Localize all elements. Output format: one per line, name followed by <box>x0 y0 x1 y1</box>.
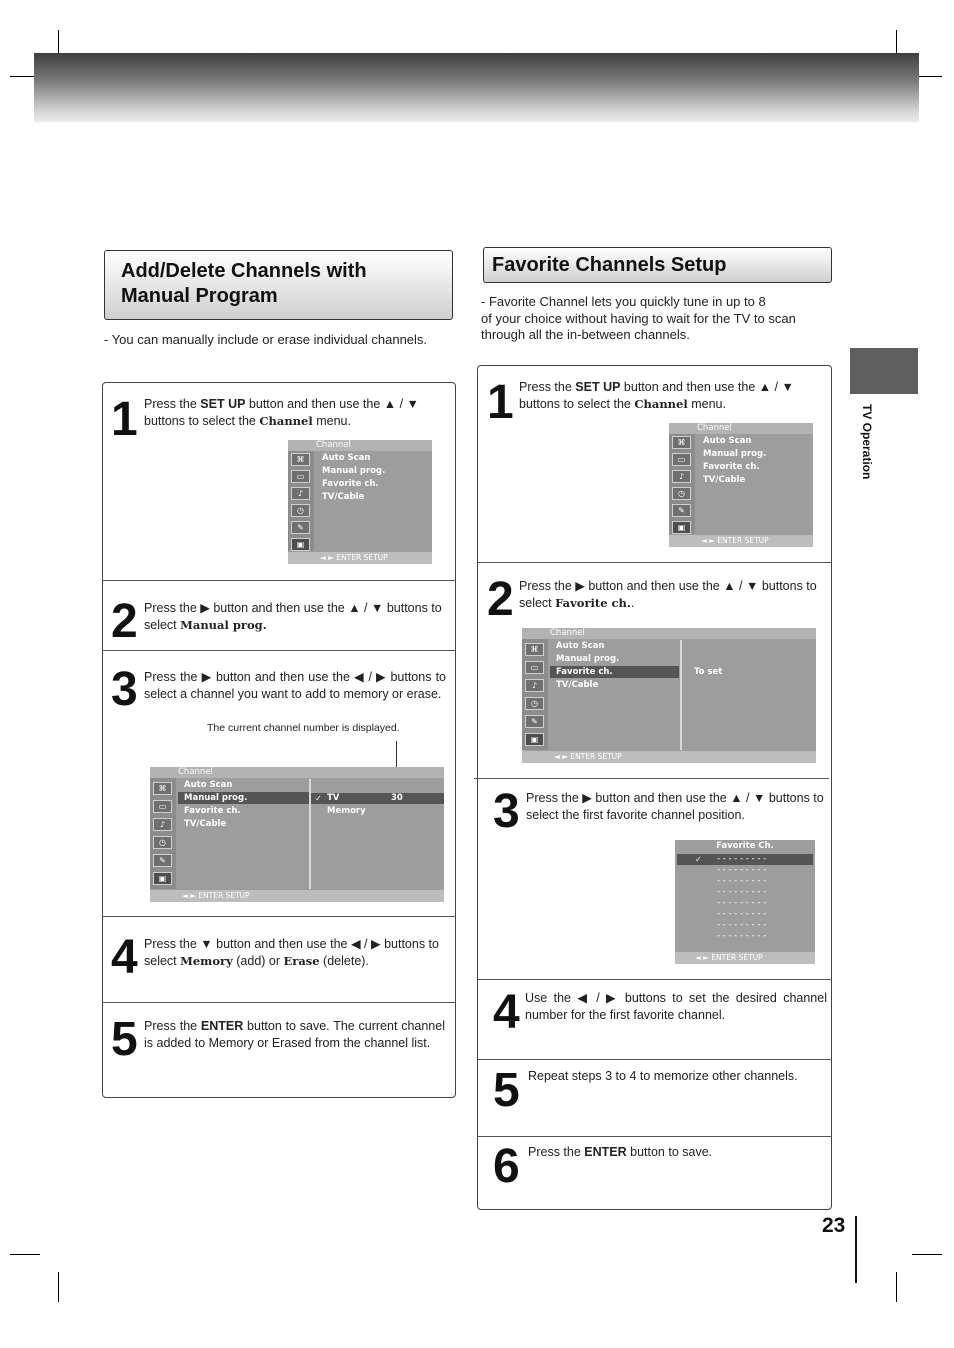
crop-mark <box>58 1272 59 1302</box>
step-text: Use the ◀ / ▶ buttons to set the desired channel number for the first favorite channel. <box>525 991 827 1022</box>
osd-item: Favorite ch. <box>322 479 379 489</box>
right-intro-bullet: - Favorite Channel lets you quickly tune in up to 8 of your choice without having to wait for the TV to scan through all the in-between channels. <box>481 294 796 342</box>
osd-title: Channel <box>150 767 444 778</box>
step-text: Press the ▶ button and then use the ▲ / ▼ buttons to select Favorite ch.. <box>519 579 817 610</box>
tv-label: TV <box>327 793 340 803</box>
step-text: Press the SET UP button and then use the ▲ / ▼ buttons to select the Channel menu. <box>519 380 794 411</box>
clock-icon: ◷ <box>672 487 691 500</box>
osd-item: Manual prog. <box>556 654 620 664</box>
left-section-title <box>104 250 453 320</box>
right-section-title: Favorite Channels Setup <box>483 247 832 283</box>
osd-item: Auto Scan <box>556 641 605 651</box>
step-divider <box>102 916 456 917</box>
manual-prog-osd <box>150 767 444 902</box>
osd-item: TV/Cable <box>703 475 746 485</box>
osd-item: Auto Scan <box>184 780 233 790</box>
channel-menu-osd <box>669 423 813 547</box>
clock-icon: ◷ <box>525 697 544 710</box>
step-text: Press the ENTER button to save. The current channel is added to Memory or Erased from the channel list. <box>144 1019 445 1050</box>
sound-icon: ♪ <box>672 470 691 483</box>
fav-slot: - - - - - - - - - <box>717 898 767 908</box>
memory-option: Memory <box>327 806 366 816</box>
picture-icon: ▭ <box>672 453 691 466</box>
step-text: Press the SET UP button and then use the ▲ / ▼ buttons to select the Channel menu. <box>144 397 419 428</box>
channel-icon: ▣ <box>291 538 310 551</box>
step-text: Press the ENTER button to save. <box>528 1145 713 1159</box>
fav-slot: - - - - - - - - - <box>717 931 767 941</box>
section-tab-label: TV Operation <box>860 404 874 480</box>
step-number: 1 <box>111 393 136 446</box>
osd-title: Channel <box>288 440 432 451</box>
step-divider <box>477 979 832 980</box>
osd-item: Manual prog. <box>322 466 386 476</box>
step-number: 3 <box>493 785 518 838</box>
osd-item: TV/Cable <box>184 819 227 829</box>
option-icon: ✎ <box>525 715 544 728</box>
osd-item: Favorite ch. <box>184 806 241 816</box>
osd-footer: ◄ ► ENTER SETUP <box>150 890 444 902</box>
to-set-label: To set <box>694 667 723 677</box>
osd-footer: ◄ ► ENTER SETUP <box>669 535 813 547</box>
tv-channel-value: 30 <box>391 793 403 803</box>
page-number-rule <box>855 1216 857 1283</box>
step-divider <box>102 1002 456 1003</box>
step-number: 5 <box>493 1064 518 1117</box>
channel-number-caption: The current channel number is displayed. <box>207 722 400 734</box>
fav-slot: - - - - - - - - - <box>717 887 767 897</box>
header-band <box>34 53 919 122</box>
osd-footer: ◄ ► ENTER SETUP <box>288 552 432 564</box>
osd-item: Auto Scan <box>703 436 752 446</box>
osd-footer: ◄ ► ENTER SETUP <box>675 952 815 964</box>
step-divider <box>477 1059 832 1060</box>
fav-slot: - - - - - - - - - <box>717 865 767 875</box>
osd-submenu <box>680 640 816 750</box>
antenna-icon: ⌘ <box>525 643 544 656</box>
antenna-icon: ⌘ <box>672 436 691 449</box>
step-divider <box>102 580 456 581</box>
osd-item: TV/Cable <box>556 680 599 690</box>
crop-mark <box>10 1254 40 1255</box>
step-number: 4 <box>493 986 518 1039</box>
clock-icon: ◷ <box>291 504 310 517</box>
sound-icon: ♪ <box>291 487 310 500</box>
left-title-line1: Add/Delete Channels with <box>121 260 367 282</box>
step-divider <box>474 778 829 779</box>
step-number: 6 <box>493 1140 518 1193</box>
osd-submenu <box>309 779 444 889</box>
osd-item: Manual prog. <box>703 449 767 459</box>
crop-mark <box>912 1254 942 1255</box>
step-text: Press the ▶ button and then use the ◀ / ▶ buttons to select a channel you want to add to memory or erase. <box>144 670 446 701</box>
fav-slot: - - - - - - - - - <box>717 876 767 886</box>
osd-title: Channel <box>669 423 813 434</box>
antenna-icon: ⌘ <box>291 453 310 466</box>
step-text: Press the ▼ button and then use the ◀ / ▶ buttons to select Memory (add) or Erase (delete). <box>144 937 439 968</box>
step-text: Repeat steps 3 to 4 to memorize other channels. <box>528 1069 798 1083</box>
osd-item-selected: Manual prog. <box>178 792 309 804</box>
left-intro-bullet: - You can manually include or erase individual channels. <box>104 332 428 347</box>
channel-icon: ▣ <box>672 521 691 534</box>
picture-icon: ▭ <box>153 800 172 813</box>
osd-item: Auto Scan <box>322 453 371 463</box>
picture-icon: ▭ <box>525 661 544 674</box>
step-divider <box>102 650 456 651</box>
step-number: 2 <box>487 573 512 626</box>
page-number: 23 <box>822 1214 846 1237</box>
favorite-ch-osd <box>522 628 816 763</box>
osd-title: Channel <box>522 628 816 639</box>
channel-icon: ▣ <box>525 733 544 746</box>
clock-icon: ◷ <box>153 836 172 849</box>
antenna-icon: ⌘ <box>153 782 172 795</box>
osd-item: TV/Cable <box>322 492 365 502</box>
fav-slot: - - - - - - - - - <box>717 920 767 930</box>
sound-icon: ♪ <box>153 818 172 831</box>
step-divider <box>477 562 832 563</box>
fav-list-title: Favorite Ch. <box>716 841 774 851</box>
step-number: 2 <box>111 595 136 648</box>
step-number: 4 <box>111 931 136 984</box>
step-text: Press the ▶ button and then use the ▲ / ▼ buttons to select the first favorite channel position. <box>526 791 824 822</box>
osd-item: Favorite ch. <box>703 462 760 472</box>
step-text: Press the ▶ button and then use the ▲ / ▼ buttons to select Manual prog. <box>144 601 442 632</box>
channel-icon: ▣ <box>153 872 172 885</box>
osd-item-selected: Favorite ch. <box>550 666 679 678</box>
left-title-line2: Manual Program <box>121 285 278 307</box>
step-divider <box>477 1136 832 1137</box>
favorite-list-osd <box>675 840 815 964</box>
fav-slot: - - - - - - - - - <box>717 854 767 864</box>
checkmark-icon: ✓ <box>695 855 702 864</box>
step-number: 1 <box>487 376 512 429</box>
osd-footer: ◄ ► ENTER SETUP <box>522 751 816 763</box>
sound-icon: ♪ <box>525 679 544 692</box>
picture-icon: ▭ <box>291 470 310 483</box>
option-icon: ✎ <box>672 504 691 517</box>
step-number: 3 <box>111 663 136 716</box>
fav-slot: - - - - - - - - - <box>717 909 767 919</box>
option-icon: ✎ <box>291 521 310 534</box>
option-icon: ✎ <box>153 854 172 867</box>
section-tab <box>850 348 918 394</box>
channel-menu-osd <box>288 440 432 564</box>
crop-mark <box>896 1272 897 1302</box>
step-number: 5 <box>111 1013 136 1066</box>
checkmark-icon: ✓ <box>315 794 322 803</box>
